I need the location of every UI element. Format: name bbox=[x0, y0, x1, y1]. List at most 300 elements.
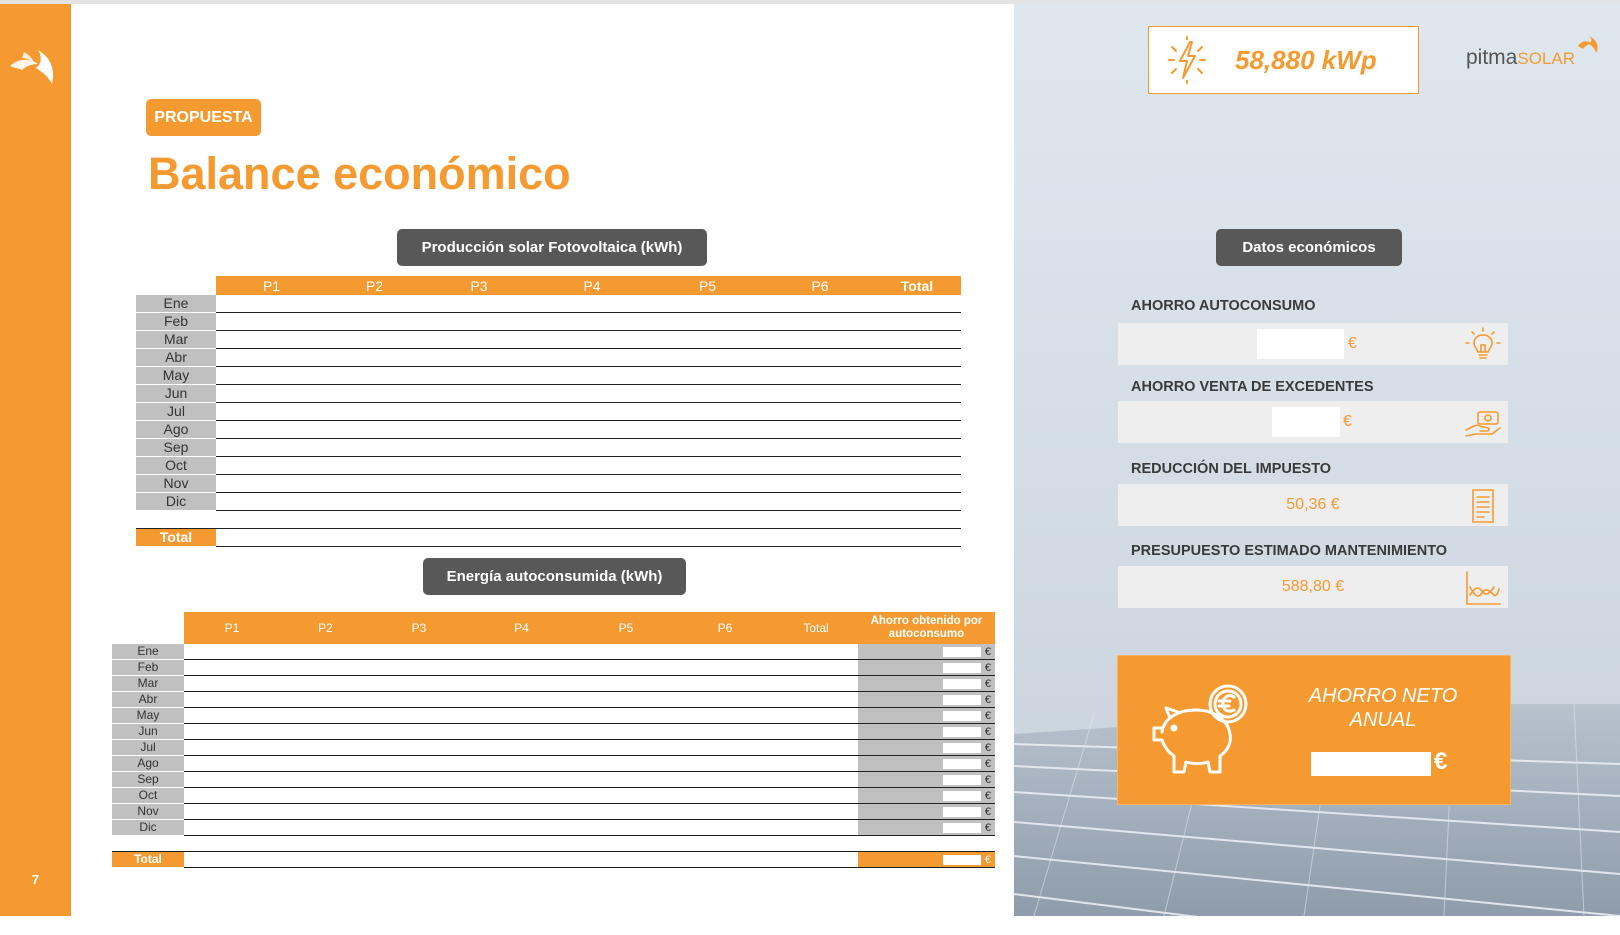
data-cell bbox=[576, 852, 676, 868]
data-cell bbox=[467, 692, 576, 708]
total-row bbox=[136, 529, 961, 547]
table-row bbox=[112, 788, 995, 804]
brand-flame-icon bbox=[1576, 34, 1600, 54]
table-row bbox=[112, 724, 995, 740]
data-cell bbox=[280, 644, 371, 660]
data-cell bbox=[422, 421, 536, 439]
data-cell bbox=[536, 439, 648, 457]
spacer-cell bbox=[774, 836, 858, 852]
savings-cell bbox=[858, 820, 995, 836]
data-cell bbox=[422, 385, 536, 403]
data-cell bbox=[327, 457, 422, 475]
bottom-margin bbox=[71, 916, 1620, 935]
data-cell bbox=[536, 331, 648, 349]
data-cell bbox=[536, 385, 648, 403]
savings-value bbox=[943, 695, 981, 705]
data-cell bbox=[216, 367, 327, 385]
data-cell bbox=[216, 457, 327, 475]
self-consumption-savings-label: AHORRO AUTOCONSUMO bbox=[1131, 298, 1316, 314]
data-cell bbox=[767, 493, 873, 511]
data-cell bbox=[280, 788, 371, 804]
data-cell bbox=[774, 820, 858, 836]
data-cell bbox=[371, 644, 467, 660]
data-cell bbox=[536, 403, 648, 421]
data-cell bbox=[767, 331, 873, 349]
data-cell bbox=[467, 804, 576, 820]
data-cell bbox=[648, 367, 767, 385]
savings-cell bbox=[858, 772, 995, 788]
month-label: Mar bbox=[136, 331, 216, 349]
savings-value bbox=[943, 663, 981, 673]
month-label: Jun bbox=[112, 724, 184, 740]
data-cell bbox=[767, 349, 873, 367]
column-header-p2: P2 bbox=[280, 612, 371, 644]
data-cell bbox=[184, 788, 280, 804]
table-row bbox=[136, 349, 961, 367]
self-consumption-savings-box bbox=[1118, 323, 1508, 365]
data-cell bbox=[774, 788, 858, 804]
data-cell bbox=[576, 756, 676, 772]
savings-cell bbox=[858, 660, 995, 676]
maintenance-budget-label: PRESUPUESTO ESTIMADO MANTENIMIENTO bbox=[1131, 543, 1448, 559]
month-label: Sep bbox=[112, 772, 184, 788]
surplus-sale-savings-box bbox=[1118, 401, 1508, 443]
data-cell bbox=[327, 385, 422, 403]
spacer-cell bbox=[536, 511, 648, 529]
table-corner bbox=[112, 612, 184, 644]
data-cell bbox=[676, 660, 774, 676]
data-cell bbox=[774, 852, 858, 868]
savings-cell bbox=[858, 708, 995, 724]
table-row bbox=[136, 421, 961, 439]
chart-icon bbox=[1464, 569, 1502, 607]
data-cell bbox=[676, 708, 774, 724]
savings-currency: € bbox=[984, 774, 991, 786]
tax-reduction-label: REDUCCIÓN DEL IMPUESTO bbox=[1131, 461, 1332, 477]
table-row bbox=[136, 367, 961, 385]
table-row bbox=[112, 644, 995, 660]
spacer-cell bbox=[858, 836, 995, 852]
column-header-p4: P4 bbox=[467, 612, 576, 644]
data-cell bbox=[576, 676, 676, 692]
data-cell bbox=[767, 457, 873, 475]
savings-currency: € bbox=[984, 662, 991, 674]
month-label: Feb bbox=[136, 313, 216, 331]
installed-power-box bbox=[1148, 26, 1419, 94]
data-cell bbox=[184, 660, 280, 676]
data-cell bbox=[774, 676, 858, 692]
table-row bbox=[136, 385, 961, 403]
column-header-p5: P5 bbox=[648, 276, 767, 295]
data-cell bbox=[280, 676, 371, 692]
spacer-cell bbox=[216, 511, 327, 529]
net-annual-savings-box bbox=[1117, 655, 1511, 805]
data-cell bbox=[371, 676, 467, 692]
data-cell bbox=[467, 660, 576, 676]
data-cell bbox=[327, 529, 422, 547]
savings-cell bbox=[858, 724, 995, 740]
self-consumption-savings-value bbox=[1257, 329, 1344, 359]
data-cell bbox=[327, 493, 422, 511]
data-cell bbox=[873, 421, 961, 439]
data-cell bbox=[873, 313, 961, 331]
column-header-p6: P6 bbox=[676, 612, 774, 644]
installed-power-value: 58,880 kWp bbox=[1235, 45, 1377, 75]
data-cell bbox=[873, 367, 961, 385]
savings-currency: € bbox=[984, 758, 991, 770]
data-cell bbox=[184, 740, 280, 756]
data-cell bbox=[873, 493, 961, 511]
data-cell bbox=[536, 421, 648, 439]
data-cell bbox=[371, 772, 467, 788]
maintenance-budget-value: 588,80 € bbox=[1281, 578, 1345, 595]
lightning-bolt-icon bbox=[1163, 36, 1211, 84]
data-cell bbox=[467, 708, 576, 724]
data-cell bbox=[184, 692, 280, 708]
savings-value bbox=[943, 775, 981, 785]
savings-cell bbox=[858, 804, 995, 820]
data-cell bbox=[216, 349, 327, 367]
data-cell bbox=[774, 644, 858, 660]
savings-currency: € bbox=[984, 854, 991, 866]
spacer-cell bbox=[676, 836, 774, 852]
data-cell bbox=[371, 740, 467, 756]
month-label: Jun bbox=[136, 385, 216, 403]
data-cell bbox=[184, 644, 280, 660]
data-cell bbox=[676, 644, 774, 660]
data-cell bbox=[422, 295, 536, 313]
page-number: 7 bbox=[31, 872, 40, 887]
data-cell bbox=[576, 708, 676, 724]
data-cell bbox=[767, 439, 873, 457]
savings-value bbox=[943, 759, 981, 769]
month-label: Oct bbox=[136, 457, 216, 475]
data-cell bbox=[371, 820, 467, 836]
savings-cell bbox=[858, 852, 995, 868]
money-hand-icon bbox=[1464, 404, 1502, 442]
data-cell bbox=[536, 529, 648, 547]
data-cell bbox=[184, 756, 280, 772]
data-cell bbox=[576, 644, 676, 660]
table-row bbox=[112, 772, 995, 788]
piggy-bank-icon bbox=[1148, 680, 1256, 780]
data-cell bbox=[648, 457, 767, 475]
table-row bbox=[136, 313, 961, 331]
data-cell bbox=[648, 331, 767, 349]
data-cell bbox=[576, 772, 676, 788]
data-cell bbox=[327, 331, 422, 349]
savings-value bbox=[943, 679, 981, 689]
data-cell bbox=[422, 493, 536, 511]
month-label: Ene bbox=[112, 644, 184, 660]
table-corner bbox=[136, 276, 216, 295]
total-label: Total bbox=[136, 529, 216, 547]
data-cell bbox=[774, 724, 858, 740]
data-cell bbox=[184, 772, 280, 788]
data-cell bbox=[371, 692, 467, 708]
economic-data-heading: Datos económicos bbox=[1216, 229, 1402, 266]
data-cell bbox=[676, 852, 774, 868]
data-cell bbox=[676, 692, 774, 708]
tax-reduction-box bbox=[1118, 484, 1508, 526]
data-cell bbox=[767, 403, 873, 421]
data-cell bbox=[873, 295, 961, 313]
data-cell bbox=[536, 493, 648, 511]
maintenance-budget-box bbox=[1118, 566, 1508, 608]
surplus-sale-savings-value bbox=[1272, 407, 1340, 437]
data-cell bbox=[576, 820, 676, 836]
savings-value bbox=[943, 743, 981, 753]
data-cell bbox=[327, 475, 422, 493]
table-row bbox=[112, 820, 995, 836]
table-row bbox=[136, 331, 961, 349]
month-label: Sep bbox=[136, 439, 216, 457]
net-annual-savings-value bbox=[1311, 752, 1431, 776]
table-row bbox=[136, 475, 961, 493]
savings-cell bbox=[858, 692, 995, 708]
month-label: Mar bbox=[112, 676, 184, 692]
table-row bbox=[112, 660, 995, 676]
spacer-row bbox=[136, 511, 961, 529]
data-cell bbox=[327, 367, 422, 385]
data-cell bbox=[774, 756, 858, 772]
production-table bbox=[136, 276, 961, 547]
savings-currency: € bbox=[984, 806, 991, 818]
data-cell bbox=[774, 804, 858, 820]
table-row bbox=[112, 676, 995, 692]
savings-cell bbox=[858, 740, 995, 756]
savings-currency: € bbox=[984, 822, 991, 834]
data-cell bbox=[467, 788, 576, 804]
data-cell bbox=[371, 724, 467, 740]
data-cell bbox=[873, 439, 961, 457]
data-cell bbox=[576, 788, 676, 804]
data-cell bbox=[774, 660, 858, 676]
brand-name-part2: SOLAR bbox=[1517, 49, 1575, 68]
data-cell bbox=[184, 804, 280, 820]
table-row bbox=[112, 804, 995, 820]
data-cell bbox=[648, 349, 767, 367]
data-cell bbox=[648, 313, 767, 331]
month-label: Feb bbox=[112, 660, 184, 676]
data-cell bbox=[873, 385, 961, 403]
data-cell bbox=[873, 331, 961, 349]
data-cell bbox=[536, 457, 648, 475]
savings-cell bbox=[858, 788, 995, 804]
column-header-p1: P1 bbox=[184, 612, 280, 644]
month-label: Dic bbox=[112, 820, 184, 836]
data-cell bbox=[371, 708, 467, 724]
data-cell bbox=[371, 852, 467, 868]
data-cell bbox=[280, 660, 371, 676]
brand-wordmark bbox=[1466, 46, 1575, 70]
data-cell bbox=[216, 385, 327, 403]
data-cell bbox=[216, 313, 327, 331]
data-cell bbox=[676, 756, 774, 772]
data-cell bbox=[280, 724, 371, 740]
data-cell bbox=[767, 367, 873, 385]
data-cell bbox=[422, 367, 536, 385]
column-header-savings: Ahorro obtenido por autoconsumo bbox=[858, 612, 995, 644]
page-title: Balance económico bbox=[148, 148, 571, 199]
brand-name-part1: pitma bbox=[1466, 46, 1518, 69]
spacer-cell bbox=[873, 511, 961, 529]
data-cell bbox=[467, 820, 576, 836]
receipt-icon bbox=[1464, 487, 1502, 525]
data-cell bbox=[676, 676, 774, 692]
data-cell bbox=[371, 788, 467, 804]
savings-currency: € bbox=[984, 646, 991, 658]
data-cell bbox=[422, 529, 536, 547]
month-label: Nov bbox=[136, 475, 216, 493]
data-cell bbox=[774, 692, 858, 708]
data-cell bbox=[216, 421, 327, 439]
table-row bbox=[136, 403, 961, 421]
data-cell bbox=[774, 708, 858, 724]
month-label: Nov bbox=[112, 804, 184, 820]
data-cell bbox=[536, 295, 648, 313]
column-header-p4: P4 bbox=[536, 276, 648, 295]
data-cell bbox=[422, 403, 536, 421]
data-cell bbox=[873, 529, 961, 547]
self-consumption-savings-currency: € bbox=[1348, 335, 1357, 352]
data-cell bbox=[280, 692, 371, 708]
data-cell bbox=[184, 708, 280, 724]
savings-cell bbox=[858, 756, 995, 772]
table-row bbox=[136, 295, 961, 313]
month-label: May bbox=[112, 708, 184, 724]
section-badge: PROPUESTA bbox=[146, 99, 261, 136]
data-cell bbox=[767, 529, 873, 547]
table-row bbox=[136, 493, 961, 511]
savings-currency: € bbox=[984, 678, 991, 690]
data-cell bbox=[536, 349, 648, 367]
table-row bbox=[136, 457, 961, 475]
spacer-cell bbox=[280, 836, 371, 852]
data-cell bbox=[327, 439, 422, 457]
column-header-p6: P6 bbox=[767, 276, 873, 295]
spacer-cell bbox=[467, 836, 576, 852]
net-annual-savings-currency: € bbox=[1434, 748, 1448, 775]
data-cell bbox=[873, 475, 961, 493]
tax-reduction-value: 50,36 € bbox=[1286, 496, 1340, 513]
data-cell bbox=[467, 676, 576, 692]
data-cell bbox=[873, 457, 961, 475]
spacer-cell bbox=[576, 836, 676, 852]
data-cell bbox=[676, 788, 774, 804]
month-label: May bbox=[136, 367, 216, 385]
savings-currency: € bbox=[984, 726, 991, 738]
data-cell bbox=[648, 529, 767, 547]
savings-currency: € bbox=[984, 710, 991, 722]
spacer-row bbox=[112, 836, 995, 852]
column-header-p2: P2 bbox=[327, 276, 422, 295]
table-row bbox=[112, 692, 995, 708]
surplus-sale-savings-label: AHORRO VENTA DE EXCEDENTES bbox=[1131, 379, 1374, 395]
data-cell bbox=[676, 740, 774, 756]
month-label: Ago bbox=[112, 756, 184, 772]
data-cell bbox=[767, 475, 873, 493]
total-label: Total bbox=[112, 852, 184, 868]
table-row bbox=[112, 756, 995, 772]
data-cell bbox=[467, 740, 576, 756]
data-cell bbox=[422, 457, 536, 475]
data-cell bbox=[648, 295, 767, 313]
column-header-total: Total bbox=[873, 276, 961, 295]
savings-currency: € bbox=[984, 790, 991, 802]
data-cell bbox=[767, 385, 873, 403]
data-cell bbox=[576, 660, 676, 676]
data-cell bbox=[327, 403, 422, 421]
data-cell bbox=[536, 367, 648, 385]
data-cell bbox=[280, 772, 371, 788]
data-cell bbox=[767, 295, 873, 313]
brand-logo-icon bbox=[8, 44, 60, 88]
data-cell bbox=[216, 331, 327, 349]
data-cell bbox=[467, 644, 576, 660]
lightbulb-icon bbox=[1464, 326, 1502, 364]
data-cell bbox=[280, 804, 371, 820]
spacer-cell bbox=[371, 836, 467, 852]
data-cell bbox=[422, 313, 536, 331]
savings-currency: € bbox=[984, 694, 991, 706]
month-label: Jul bbox=[112, 740, 184, 756]
data-cell bbox=[467, 756, 576, 772]
data-cell bbox=[676, 804, 774, 820]
data-cell bbox=[280, 820, 371, 836]
data-cell bbox=[216, 403, 327, 421]
column-header-p3: P3 bbox=[422, 276, 536, 295]
data-cell bbox=[576, 692, 676, 708]
data-cell bbox=[327, 313, 422, 331]
savings-value bbox=[943, 711, 981, 721]
data-cell bbox=[184, 724, 280, 740]
data-cell bbox=[676, 820, 774, 836]
selfconsumption-table-heading: Energía autoconsumida (kWh) bbox=[423, 558, 686, 595]
spacer-cell bbox=[422, 511, 536, 529]
data-cell bbox=[648, 385, 767, 403]
data-cell bbox=[184, 820, 280, 836]
data-cell bbox=[576, 804, 676, 820]
data-cell bbox=[327, 295, 422, 313]
month-label: Jul bbox=[136, 403, 216, 421]
data-cell bbox=[767, 313, 873, 331]
savings-value bbox=[943, 807, 981, 817]
data-cell bbox=[280, 756, 371, 772]
data-cell bbox=[216, 475, 327, 493]
savings-cell bbox=[858, 644, 995, 660]
savings-cell bbox=[858, 676, 995, 692]
spacer-cell bbox=[112, 836, 184, 852]
spacer-cell bbox=[767, 511, 873, 529]
data-cell bbox=[327, 421, 422, 439]
data-cell bbox=[184, 852, 280, 868]
column-header-p3: P3 bbox=[371, 612, 467, 644]
data-cell bbox=[467, 852, 576, 868]
data-cell bbox=[216, 493, 327, 511]
month-label: Oct bbox=[112, 788, 184, 804]
net-annual-savings-label: AHORRO NETO ANUAL bbox=[1308, 685, 1458, 731]
savings-value bbox=[943, 791, 981, 801]
spacer-cell bbox=[136, 511, 216, 529]
data-cell bbox=[467, 772, 576, 788]
data-cell bbox=[774, 772, 858, 788]
data-cell bbox=[873, 403, 961, 421]
table-row bbox=[136, 439, 961, 457]
savings-value bbox=[943, 855, 981, 865]
data-cell bbox=[648, 421, 767, 439]
data-cell bbox=[216, 529, 327, 547]
